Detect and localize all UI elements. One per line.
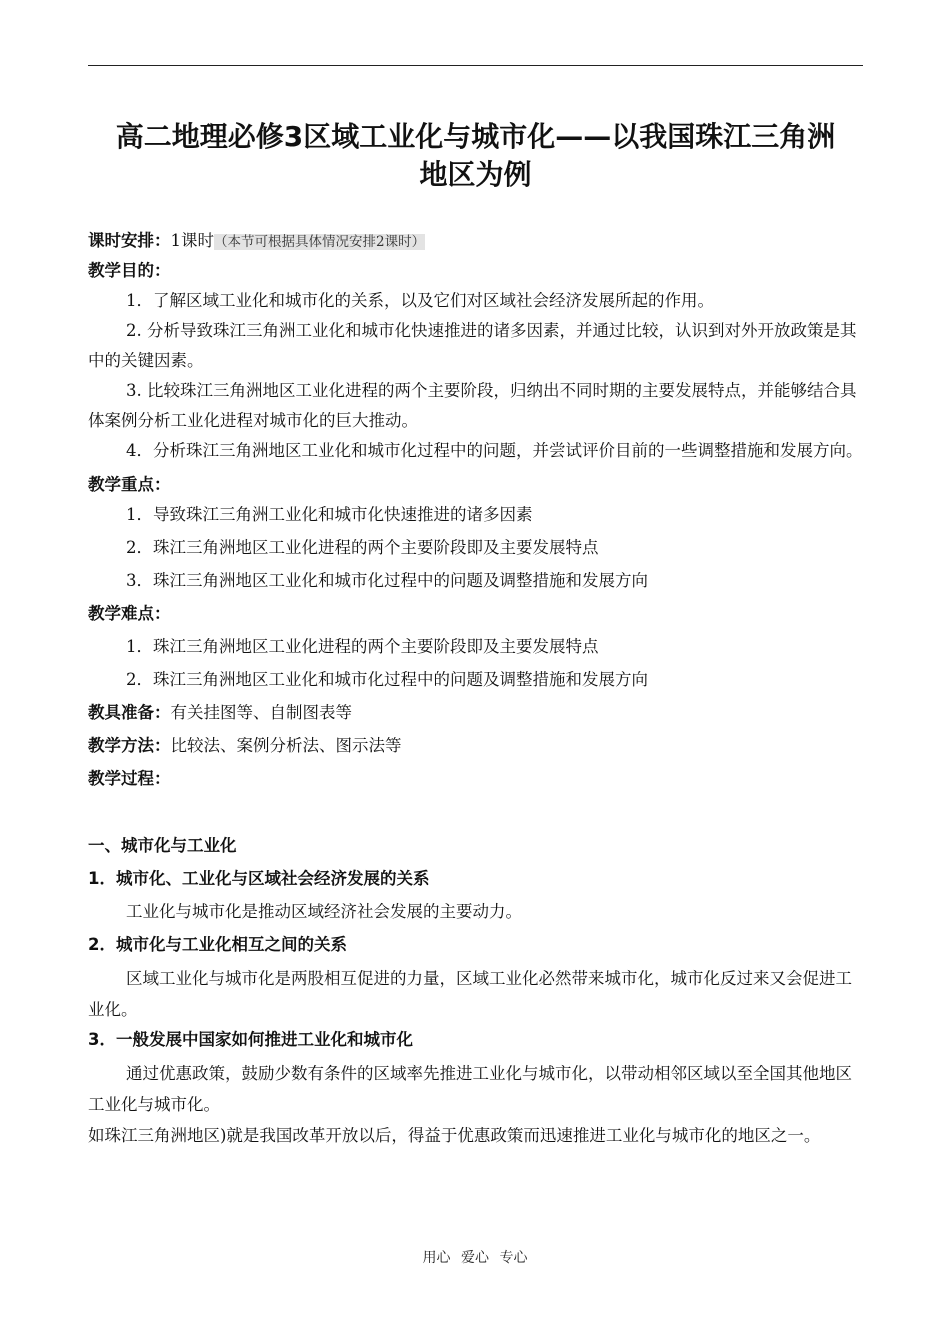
process-label: 教学过程： bbox=[88, 769, 171, 788]
methods-label: 教学方法： bbox=[88, 736, 171, 755]
objective-item: 2. 分析导致珠江三角洲工业化和城市化快速推进的诸多因素，并通过比较，认识到对外开放政策是其中的关键因素。 bbox=[88, 321, 857, 370]
difficult-point-item: 1．珠江三角洲地区工业化进程的两个主要阶段即及主要发展特点 bbox=[126, 637, 599, 656]
objective-item: 1．了解区域工业化和城市化的关系，以及它们对区域社会经济发展所起的作用。 bbox=[126, 291, 714, 310]
section-heading: 一、城市化与工业化 bbox=[88, 836, 237, 855]
title-line-1: 高二地理必修3区域工业化与城市化——以我国珠江三角洲 bbox=[115, 120, 836, 153]
header-rule bbox=[88, 65, 863, 66]
difficult-point-item: 2．珠江三角洲地区工业化和城市化过程中的问题及调整措施和发展方向 bbox=[126, 670, 648, 689]
key-point-item: 1．导致珠江三角洲工业化和城市化快速推进的诸多因素 bbox=[126, 505, 533, 524]
schedule-line bbox=[88, 226, 863, 256]
tools-line bbox=[88, 698, 863, 731]
schedule-label: 课时安排： bbox=[88, 231, 171, 250]
objective-item: 3. 比较珠江三角洲地区工业化进程的两个主要阶段，归纳出不同时期的主要发展特点，并能够结合具体案例分析工业化进程对城市化的巨大推动。 bbox=[88, 381, 857, 430]
key-point-item: 2．珠江三角洲地区工业化进程的两个主要阶段即及主要发展特点 bbox=[126, 538, 599, 557]
key-points-label: 教学重点： bbox=[88, 475, 171, 494]
key-point-item: 3．珠江三角洲地区工业化和城市化过程中的问题及调整措施和发展方向 bbox=[126, 571, 648, 590]
subsection-text: 工业化与城市化是推动区域经济社会发展的主要动力。 bbox=[126, 902, 522, 921]
schedule-value: 1课时 bbox=[170, 231, 214, 250]
subsection-heading: 2．城市化与工业化相互之间的关系 bbox=[88, 935, 347, 954]
page-title bbox=[88, 118, 863, 194]
objective-item: 4．分析珠江三角洲地区工业化和城市化过程中的问题，并尝试评价目前的一些调整措施和发展方向。 bbox=[126, 441, 863, 460]
subsection-heading: 3．一般发展中国家如何推进工业化和城市化 bbox=[88, 1030, 413, 1049]
objectives-label: 教学目的： bbox=[88, 261, 171, 280]
tools-label: 教具准备： bbox=[88, 703, 171, 722]
difficult-points-label: 教学难点： bbox=[88, 604, 171, 623]
subsection-text: 如珠江三角洲地区)就是我国改革开放以后，得益于优惠政策而迅速推进工业化与城市化的地区之一。 bbox=[88, 1126, 821, 1145]
title-line-2: 地区为例 bbox=[419, 158, 532, 191]
subsection-heading: 1．城市化、工业化与区域社会经济发展的关系 bbox=[88, 869, 430, 888]
page-footer: 用心 爱心 专心 bbox=[422, 1250, 528, 1266]
schedule-note: （本节可根据具体情况安排2课时） bbox=[214, 234, 426, 250]
subsection-text: 区域工业化与城市化是两股相互促进的力量，区域工业化必然带来城市化，城市化反过来又会促进工业化。 bbox=[88, 969, 852, 1019]
document-body bbox=[88, 226, 863, 1151]
methods-line bbox=[88, 731, 863, 764]
methods-value: 比较法、案例分析法、图示法等 bbox=[170, 736, 402, 755]
subsection-text: 通过优惠政策，鼓励少数有条件的区域率先推进工业化与城市化，以带动相邻区域以至全国其他地区工业化与城市化。 bbox=[88, 1064, 852, 1114]
tools-value: 有关挂图等、自制图表等 bbox=[170, 703, 352, 722]
